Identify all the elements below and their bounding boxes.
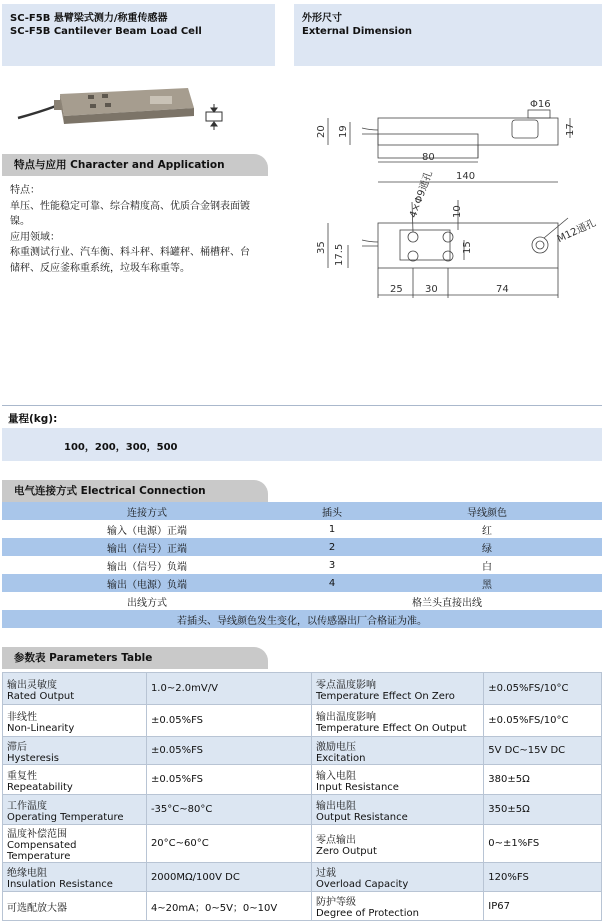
param-label-en: Temperature Effect On Output [315,722,467,734]
table-row [2,574,602,592]
param-label-cell [311,673,483,705]
dimension-drawing [300,90,600,305]
param-label-cn: 重复性 [7,770,37,782]
dim-w30: 30 [425,284,438,295]
param-label-en: Input Resistance [315,781,399,793]
plug-cell: 1 [292,520,372,538]
load-direction-icon [206,104,222,130]
conn-cell: 输入（电源）正端 [2,520,292,538]
character-line: 储秤、反应釜称重系统，垃圾车称重等。 [10,262,190,274]
character-heading: 特点与应用 Character and Application [2,154,268,176]
param-value-cell [146,892,311,921]
top-view [328,200,568,298]
dim-d15: 15 [462,241,473,254]
table-row [3,737,602,765]
table-row [3,705,602,737]
param-label-cell [3,765,147,795]
dimension-title-cn: 外形尺寸 [302,13,342,24]
electrical-table [2,502,602,628]
param-label-en: Insulation Resistance [7,879,113,890]
table-row [3,892,602,921]
table-row [2,520,602,538]
param-value-cell [146,737,311,765]
param-value-cell [484,892,602,921]
param-label-cn: 绝缘电阻 [7,868,47,879]
param-label-cn: 过载 [315,868,336,879]
product-title-box [2,4,275,66]
param-value-cell [146,825,311,863]
param-label-en: Non-Linearity [7,722,75,734]
param-label-cn: 滞后 [7,741,27,753]
param-value-cell [484,863,602,892]
electrical-note: 若插头、导线颜色发生变化，以传感器出厂合格证为准。 [2,610,602,628]
param-value-cell [146,705,311,737]
dim-h35: 35 [316,241,327,254]
table-row [3,825,602,863]
params-table [2,672,602,921]
character-line: 单压、性能稳定可靠、综合精度高、优质合金钢表面镀 [10,200,250,212]
param-label-en: Rated Output [7,690,75,702]
note-row [2,610,602,628]
header-plug: 插头 [292,502,372,520]
param-value: 5V DC~15V DC [488,745,566,756]
dim-len80: 80 [422,152,435,163]
character-line: 称重测试行业、汽车衡、料斗秤、料罐秤、桶槽秤、台 [10,247,250,258]
outlet-row [2,592,602,610]
product-title-en: SC-F5B Cantilever Beam Load Cell [10,26,202,37]
outlet-label: 出线方式 [2,592,292,610]
conn-cell: 输出（电源）负端 [2,574,292,592]
param-label-en: Degree of Protection [315,908,419,919]
param-value: 380±5Ω [488,774,530,785]
dim-h17: 17 [565,123,576,136]
param-value-cell [484,765,602,795]
param-label-cell [311,705,483,737]
table-row [3,863,602,892]
param-value-cell [146,863,311,892]
header-connection: 连接方式 [2,502,292,520]
param-label-cn: 输入电阻 [315,770,356,782]
param-label-cn: 非线性 [7,711,37,723]
color-cell: 黑 [372,574,602,592]
dimension-title-en: External Dimension [302,26,412,37]
param-value-cell [146,765,311,795]
params-heading: 参数表 Parameters Table [2,647,268,669]
dim-h19: 19 [338,125,349,138]
param-label-cn: 零点温度影响 [315,679,376,691]
param-value: 350±5Ω [488,804,530,815]
range-label: 量程(kg): [8,413,58,425]
param-label-cell [3,673,147,705]
dim-w25: 25 [390,284,403,295]
dim-d10: 10 [452,205,463,218]
param-label-cell [311,892,483,921]
param-label-cell [311,737,483,765]
param-label-cn: 零点输出 [315,834,356,846]
table-row [2,538,602,556]
dim-h20: 20 [316,125,327,138]
dim-phi16: Φ16 [530,99,551,110]
dim-m12: M12通孔 [555,217,598,246]
param-label-en: Repeatability [7,781,73,793]
range-divider [2,405,602,406]
param-label-cn: 工作温度 [7,800,47,812]
param-label-cell [3,892,147,921]
conn-cell: 输出（信号）负端 [2,556,292,574]
param-value: ±0.05%FS [150,745,204,756]
param-label-cell [3,825,147,863]
color-cell: 红 [372,520,602,538]
dim-w74: 74 [496,284,509,295]
param-label-en: Operating Temperature [7,811,124,823]
outlet-value: 格兰头直接出线 [292,592,602,610]
conn-cell: 输出（信号）正端 [2,538,292,556]
param-value: ±0.05%FS [150,715,204,726]
range-value-box [2,428,602,461]
table-row [3,673,602,705]
param-label-cell [311,863,483,892]
param-value: ±0.05%FS/10°C [488,683,569,694]
param-label-cn: 输出温度影响 [315,711,376,723]
param-label-cn: 激励电压 [315,741,356,753]
table-row [3,795,602,825]
param-label-cn: 温度补偿范围 [7,829,67,840]
dimension-title-box [294,4,602,66]
product-title-cn: SC-F5B 悬臂梁式测力/称重传感器 [10,13,168,24]
param-value: 0~±1%FS [488,838,540,849]
param-label-en: Compensated Temperature [7,840,77,862]
param-label-cell [311,825,483,863]
param-label-en: Excitation [315,752,366,764]
color-cell: 绿 [372,538,602,556]
param-label-cell [3,705,147,737]
param-label-en: Output Resistance [315,811,408,823]
product-photo [10,78,280,148]
param-label-cn: 可选配放大器 [7,902,67,914]
dim-holes: 4×Φ9通孔 [407,169,436,220]
character-line: 镍。 [10,216,30,227]
param-label-en: Overload Capacity [315,879,409,890]
param-value-cell [484,795,602,825]
param-label-en: Zero Output [315,845,377,857]
param-label-en: Temperature Effect On Zero [315,690,455,702]
param-value: 2000MΩ/100V DC [150,871,240,883]
param-value-cell [146,673,311,705]
param-label-cell [3,795,147,825]
character-line: 应用领域： [10,231,60,243]
range-values: 100，200，300，500 [64,442,178,453]
param-label-cn: 输出电阻 [315,800,356,812]
param-value-cell [146,795,311,825]
dim-h175: 17.5 [334,243,345,266]
param-label-cell [3,863,147,892]
character-text [10,183,280,276]
electrical-header-row [2,502,602,520]
plug-cell: 4 [292,574,372,592]
param-value-cell [484,705,602,737]
param-value-cell [484,737,602,765]
param-value: 1.0~2.0mV/V [150,683,218,694]
param-value: 120%FS [488,871,529,883]
color-cell: 白 [372,556,602,574]
param-value: 4~20mA；0~5V；0~10V [150,902,278,914]
param-value-cell [484,673,602,705]
table-row [2,556,602,574]
param-label-cn: 输出灵敏度 [7,679,57,691]
side-view [328,110,570,182]
param-label-cell [311,795,483,825]
param-label-cn: 防护等级 [315,897,356,908]
param-value-cell [484,825,602,863]
param-value: -35°C~80°C [150,804,213,815]
param-label-cell [3,737,147,765]
electrical-heading: 电气连接方式 Electrical Connection [2,480,268,502]
param-value: ±0.05%FS [150,774,204,785]
param-label-en: Hysteresis [7,752,59,764]
dim-len140: 140 [456,171,476,182]
character-line: 特点： [10,185,40,196]
param-value: IP67 [488,900,511,912]
param-value: 20°C~60°C [150,838,209,849]
header-wire-color: 导线颜色 [372,502,602,520]
plug-cell: 3 [292,556,372,574]
plug-cell: 2 [292,538,372,556]
param-value: ±0.05%FS/10°C [488,715,569,726]
param-label-cell [311,765,483,795]
table-row [3,765,602,795]
